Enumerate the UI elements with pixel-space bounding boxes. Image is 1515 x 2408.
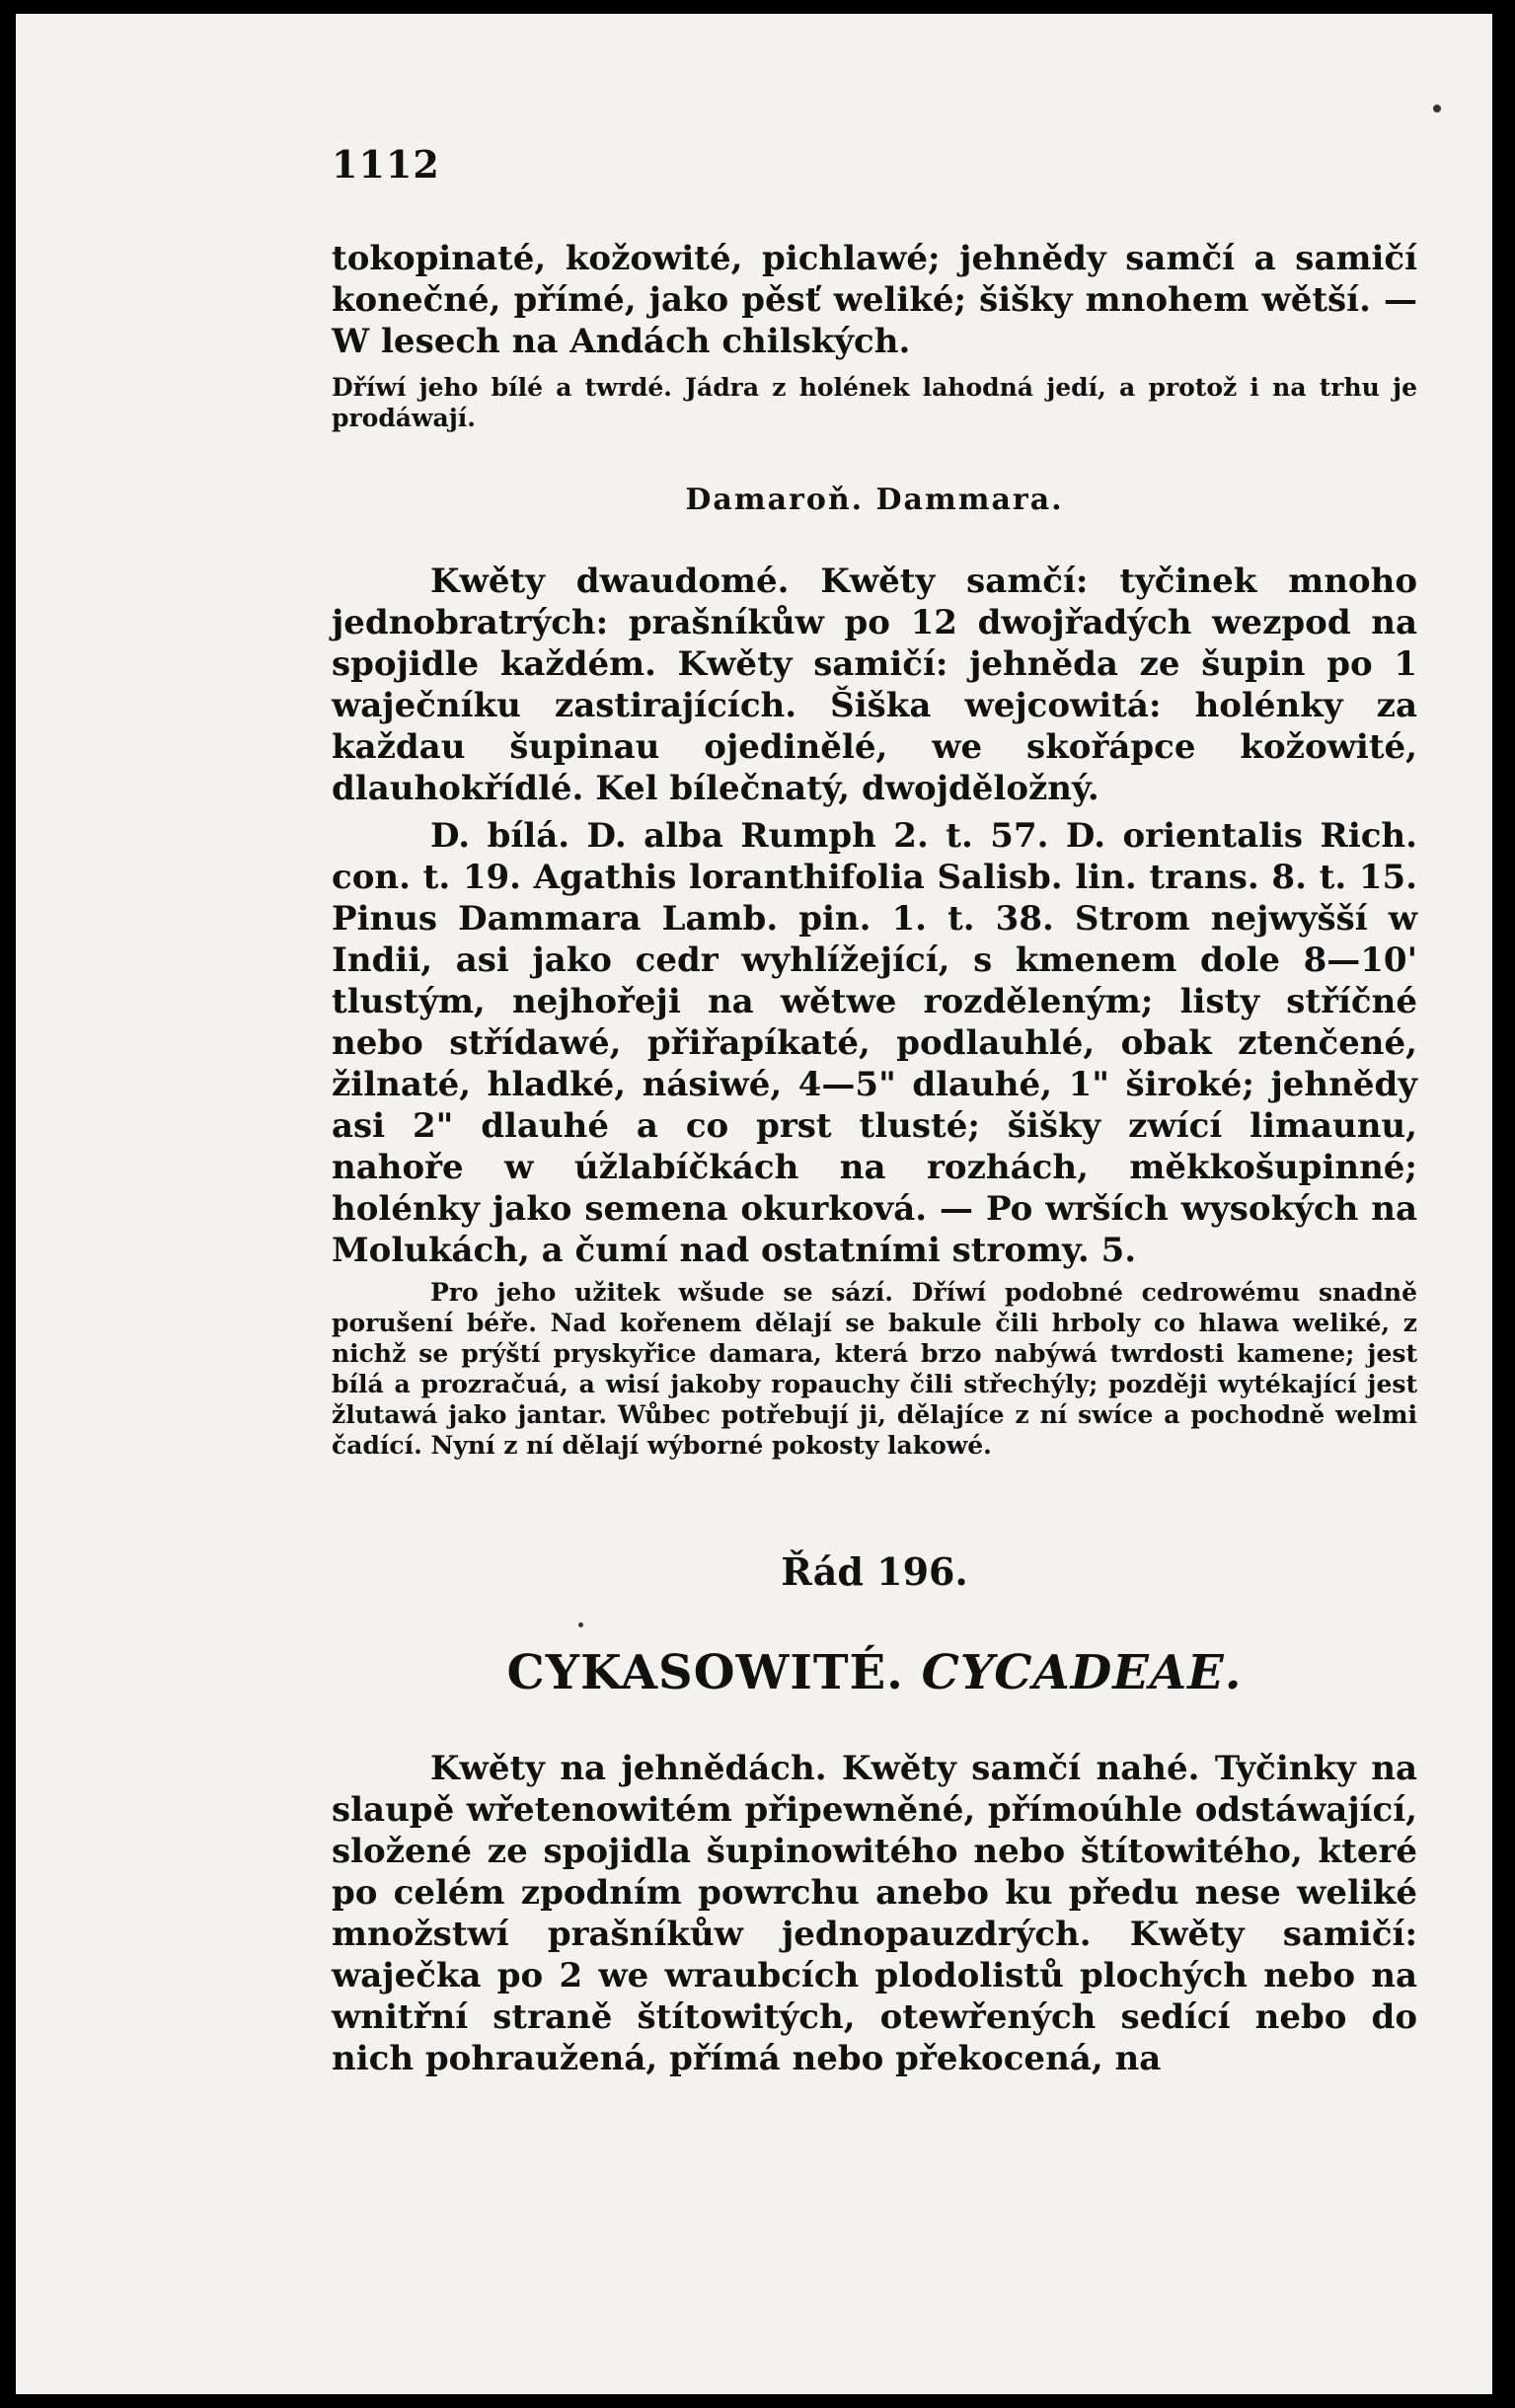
family-name-latin: CYCADEAE. (921, 1645, 1243, 1700)
note-paragraph: Dříwí jeho bílé a twrdé. Jádra z holének lahodná jedí, a protož i na trhu je prodáwají. (332, 373, 1417, 432)
family-description: Kwěty na jehnědách. Kwěty samčí nahé. Tyčinky na slaupě wřetenowitém připewněné, přímoúhle odstáwající, složené ze spojidla šupinowitého nebo štítowitého, které po celém zpodním powrchu anebo ku předu nese weliké množstwí prašníkůw jednopauzdrých. Kwěty samičí: waječka po 2 we wraubcích plodolistů plochých nebo na wnitřní straně štítowitých, otewřených sedící nebo do nich pohraužená, přímá nebo překocená, na (332, 1749, 1417, 2078)
order-heading: Řád 196. (781, 1549, 968, 1594)
genus-description: Kwěty dwaudomé. Kwěty samčí: tyčinek mnoho jednobratrých: prašníkůw po 12 dwojřadých wezpod na spojidle každém. Kwěty samičí: jehněda ze šupin po 1 waječníku zastirajících. Šiška wejcowitá: holénky za každau šupinau ojedinělé, we skořápce kožowité, dlauhokřídlé. Kel bílečnatý, dwojděložný. (332, 562, 1417, 808)
note-paragraph: Pro jeho užitek wšude se sází. Dříwí podobné cedrowému snadně porušení béře. Nad kořenem dělají se bakule čili hrboly co hlawa weliké, z nichž se prýští pryskyřice damara, která brzo nabýwá twrdosti kamene; jest bílá a prozračuá, a wisí jakoby ropauchy čili střechýly; později wytékající jest žlutawá jako jantar. Wůbec potřebují ji, dělajíce z ní swíce a pochodně welmi čadící. Nyní z ní dělají wýborné pokosty lakowé. (332, 1278, 1417, 1460)
genus-heading: Damaroň. Dammara. (685, 483, 1064, 517)
page-number: 1112 (332, 142, 440, 187)
book-page (16, 14, 1492, 2394)
family-heading (332, 1645, 1417, 1700)
family-name-czech: CYKASOWITÉ. (506, 1645, 904, 1700)
paragraph: tokopinaté, kožowité, pichlawé; jehnědy samčí a samičí konečné, přímé, jako pěsť weliké; šišky mnohem wětší. — W lesech na Andách chilských. (332, 239, 1417, 361)
speck (1433, 105, 1441, 113)
species-description: D. bílá. D. alba Rumph 2. t. 57. D. orientalis Rich. con. t. 19. Agathis loranthifolia Salisb. lin. trans. 8. t. 15. Pinus Dammara Lamb. pin. 1. t. 38. Strom nejwyšší w Indii, asi jako cedr wyhlížející, s kmenem dole 8—10' tlustým, nejhořeji na wětwe rozděleným; listy stříčné nebo střídawé, přiřapíkaté, podlauhlé, obak ztenčené, žilnaté, hladké, násiwé, 4—5" dlauhé, 1" široké; jehnědy asi 2" dlauhé a co prst tlusté; šišky zwící limaunu, nahoře w úžlabíčkách na rozhách, měkkošupinné; holénky jako semena okurková. — Po wrších wysokých na Molukách, a čumí nad ostatními stromy. 5. (332, 816, 1417, 1270)
page-content (332, 142, 1417, 2079)
